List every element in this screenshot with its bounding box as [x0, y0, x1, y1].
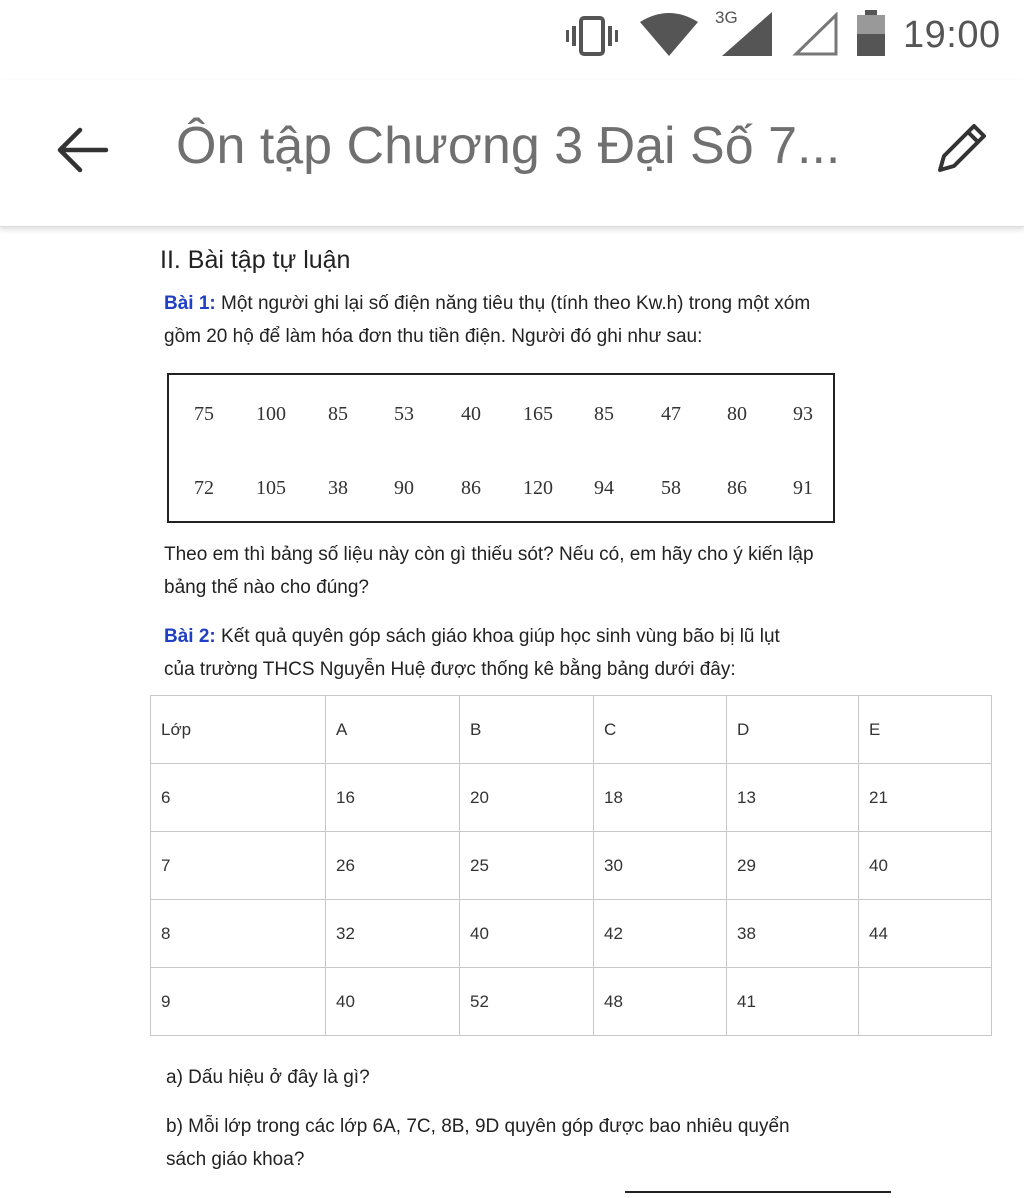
table-header-cell: E [859, 696, 992, 764]
status-bar [0, 0, 1024, 80]
table-cell: 32 [326, 900, 460, 968]
cell-signal-icon [722, 12, 772, 56]
arrow-left-icon [50, 118, 114, 182]
data-cell: 91 [793, 477, 813, 499]
app-bar [0, 80, 1024, 227]
table-header-cell: A [326, 696, 460, 764]
data-cell: 94 [594, 477, 614, 499]
table-cell: 40 [859, 832, 992, 900]
table-cell: 7 [151, 832, 326, 900]
back-button[interactable] [50, 118, 114, 182]
table-cell: 16 [326, 764, 460, 832]
table-cell: 42 [594, 900, 727, 968]
table-header-row [151, 696, 992, 764]
bai1-text-line2: gồm 20 hộ để làm hóa đơn thu tiền điện. Người đó ghi như sau: [164, 326, 703, 347]
table-header-cell: B [460, 696, 594, 764]
bai1-question-line1: Theo em thì bảng số liệu này còn gì thiếu sót? Nếu có, em hãy cho ý kiến lập [164, 544, 814, 565]
vibrate-icon [566, 16, 618, 56]
data-cell: 85 [594, 403, 614, 425]
pencil-icon [926, 116, 994, 184]
data-cell: 58 [661, 477, 681, 499]
data-cell: 90 [394, 477, 414, 499]
network-type-label: 3G [715, 8, 738, 27]
data-cell: 40 [461, 403, 481, 425]
table-header-cell: Lớp [151, 696, 326, 764]
table-cell: 18 [594, 764, 727, 832]
data-cell: 86 [727, 477, 747, 499]
table-cell: 9 [151, 968, 326, 1036]
data-cell: 86 [461, 477, 481, 499]
table-cell: 20 [460, 764, 594, 832]
bai1-paragraph [164, 287, 884, 353]
table-cell: 13 [727, 764, 859, 832]
section-title: II. Bài tập tự luận [160, 246, 351, 274]
table-cell: 8 [151, 900, 326, 968]
table-cell: 29 [727, 832, 859, 900]
table-cell: 40 [460, 900, 594, 968]
electricity-data-table [167, 373, 835, 523]
table-row [151, 968, 992, 1036]
data-cell: 120 [523, 477, 553, 499]
table-cell: 6 [151, 764, 326, 832]
data-row-2 [169, 477, 837, 517]
table-row [151, 832, 992, 900]
table-cell: 25 [460, 832, 594, 900]
bai1-text-line1: Một người ghi lại số điện năng tiêu thụ (tính theo Kw.h) trong một xóm [215, 293, 811, 314]
question-a: a) Dấu hiệu ở đây là gì? [166, 1067, 370, 1088]
data-cell: 75 [194, 403, 214, 425]
data-cell: 105 [256, 477, 286, 499]
document-page [0, 228, 1024, 1198]
data-row-1 [169, 403, 837, 443]
table-cell: 26 [326, 832, 460, 900]
table-cell: 41 [727, 968, 859, 1036]
question-b-line2: sách giáo khoa? [166, 1149, 305, 1170]
bai1-question-line2: bảng thế nào cho đúng? [164, 577, 369, 598]
cell-signal-empty-icon [792, 12, 838, 56]
table-row [151, 900, 992, 968]
data-cell: 53 [394, 403, 414, 425]
data-cell: 80 [727, 403, 747, 425]
table-cell: 52 [460, 968, 594, 1036]
bai2-text-line1: Kết quả quyên góp sách giáo khoa giúp học sinh vùng bão bị lũ lụt [215, 626, 780, 647]
donation-table [150, 695, 992, 1036]
question-b [166, 1110, 896, 1176]
table-cell: 30 [594, 832, 727, 900]
divider-line [625, 1191, 891, 1193]
data-cell: 72 [194, 477, 214, 499]
data-cell: 47 [661, 403, 681, 425]
bai1-label: Bài 1: [164, 293, 216, 314]
table-cell: 38 [727, 900, 859, 968]
table-cell [859, 968, 992, 1036]
edit-button[interactable] [926, 116, 994, 184]
document-title: Ôn tập Chương 3 Đại Số 7... [176, 117, 841, 175]
table-cell: 44 [859, 900, 992, 968]
table-cell: 21 [859, 764, 992, 832]
table-row [151, 764, 992, 832]
table-header-cell: D [727, 696, 859, 764]
table-header-cell: C [594, 696, 727, 764]
bai2-paragraph [164, 620, 884, 686]
table-cell: 40 [326, 968, 460, 1036]
data-cell: 38 [328, 477, 348, 499]
data-cell: 93 [793, 403, 813, 425]
question-b-line1: b) Mỗi lớp trong các lớp 6A, 7C, 8B, 9D quyên góp được bao nhiêu quyển [166, 1116, 790, 1137]
clock-time: 19:00 [903, 14, 1001, 56]
bai2-text-line2: của trường THCS Nguyễn Huệ được thống kê bằng bảng dưới đây: [164, 659, 736, 680]
data-cell: 85 [328, 403, 348, 425]
bai2-label: Bài 2: [164, 626, 216, 647]
table-cell: 48 [594, 968, 727, 1036]
bai1-question [164, 538, 884, 604]
data-cell: 100 [256, 403, 286, 425]
data-cell: 165 [523, 403, 553, 425]
battery-icon [857, 10, 885, 56]
wifi-icon [640, 12, 698, 56]
